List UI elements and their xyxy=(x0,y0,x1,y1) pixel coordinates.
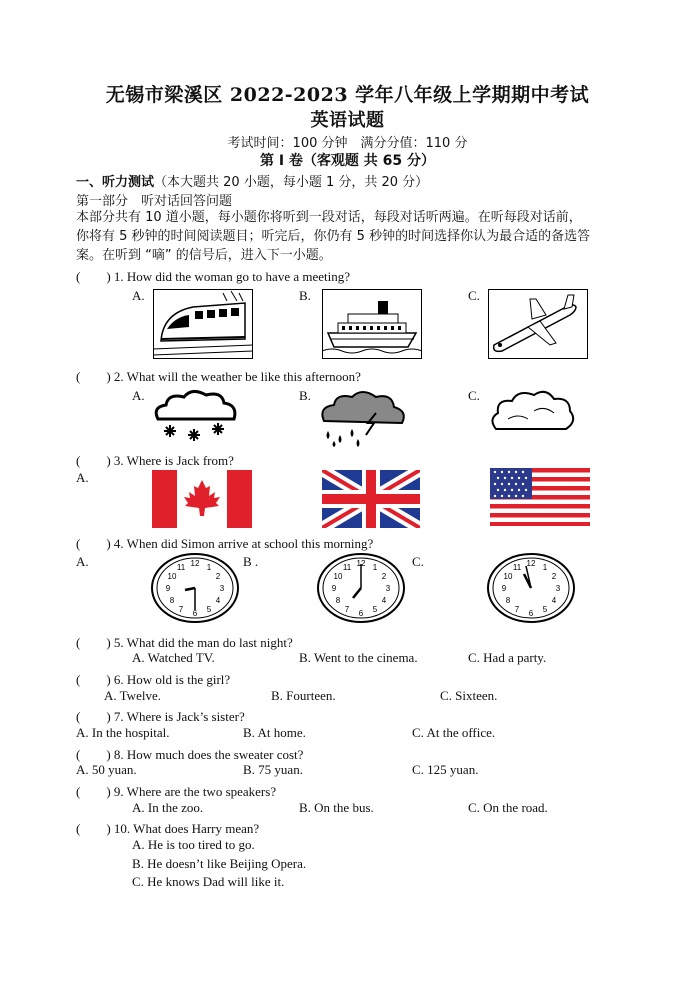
svg-text:4: 4 xyxy=(381,596,387,605)
svg-text:8: 8 xyxy=(335,596,341,605)
svg-text:7: 7 xyxy=(344,605,350,614)
section-heading xyxy=(76,171,428,190)
svg-text:2: 2 xyxy=(551,572,557,581)
question-8: ( ) 8. How much does the sweater cost? xyxy=(76,747,304,762)
section-heading-note: （本大题共 20 小题，每小题 1 分，共 20 分） xyxy=(154,175,429,190)
q6-option-b[interactable]: B. Fourteen. xyxy=(271,688,336,703)
svg-text:4: 4 xyxy=(215,596,221,605)
uk-flag-icon[interactable] xyxy=(322,470,420,528)
q7-option-a[interactable]: A. In the hospital. xyxy=(76,725,170,740)
q2-option-a-label[interactable]: A. xyxy=(132,388,145,403)
question-6: ( ) 6. How old is the girl? xyxy=(76,672,231,687)
svg-text:5: 5 xyxy=(372,605,378,614)
instructions-line-3: 案。在听到 “嘀” 的信号后，进入下一小题。 xyxy=(76,248,332,263)
part-title: 第一部分 听对话回答问题 xyxy=(76,194,233,209)
svg-text:8: 8 xyxy=(169,596,175,605)
q8-option-a[interactable]: A. 50 yuan. xyxy=(76,762,137,777)
q4-option-b-label[interactable]: B . xyxy=(243,554,259,569)
q9-option-c[interactable]: C. On the road. xyxy=(468,800,548,815)
q7-option-c[interactable]: C. At the office. xyxy=(412,725,496,740)
rain-cloud-icon[interactable] xyxy=(318,389,408,447)
svg-text:3: 3 xyxy=(385,584,391,593)
q9-option-a[interactable]: A. In the zoo. xyxy=(132,800,204,815)
q8-option-b[interactable]: B. 75 yuan. xyxy=(243,762,303,777)
q5-option-a[interactable]: A. Watched TV. xyxy=(132,650,215,665)
q1-option-b-label[interactable]: B. xyxy=(299,288,311,303)
q5-option-c[interactable]: C. Had a party. xyxy=(468,650,547,665)
svg-text:1: 1 xyxy=(542,563,548,572)
svg-text:7: 7 xyxy=(178,605,184,614)
svg-text:11: 11 xyxy=(176,563,186,572)
q10-option-b[interactable]: B. He doesn’t like Beijing Opera. xyxy=(132,856,307,871)
q8-option-c[interactable]: C. 125 yuan. xyxy=(412,762,479,777)
clock-icon[interactable] xyxy=(150,552,240,624)
q4-option-c-label[interactable]: C. xyxy=(412,554,424,569)
svg-text:5: 5 xyxy=(542,605,548,614)
snow-cloud-icon[interactable] xyxy=(152,389,240,447)
question-2: ( ) 2. What will the weather be like this afternoon? xyxy=(76,369,361,384)
q1-option-a-label[interactable]: A. xyxy=(132,288,145,303)
svg-text:7: 7 xyxy=(514,605,520,614)
q4-option-a-label[interactable]: A. xyxy=(76,554,89,569)
svg-text:6: 6 xyxy=(358,609,364,618)
svg-text:10: 10 xyxy=(333,572,343,581)
ship-icon[interactable] xyxy=(322,289,422,359)
svg-text:11: 11 xyxy=(512,563,522,572)
usa-flag-icon[interactable] xyxy=(490,468,590,526)
clock-icon[interactable] xyxy=(486,552,576,624)
canada-flag-icon[interactable] xyxy=(152,470,252,528)
question-3: ( ) 3. Where is Jack from? xyxy=(76,453,234,468)
q2-option-c-label[interactable]: C. xyxy=(468,388,480,403)
instructions-line-1: 本部分共有 10 道小题，每小题你将听到一段对话，每段对话听两遍。在听每段对话前， xyxy=(76,210,582,225)
svg-text:2: 2 xyxy=(381,572,387,581)
q9-option-b[interactable]: B. On the bus. xyxy=(299,800,374,815)
q10-option-a[interactable]: A. He is too tired to go. xyxy=(132,837,255,852)
airplane-icon[interactable] xyxy=(488,289,588,359)
question-7: ( ) 7. Where is Jack’s sister? xyxy=(76,709,245,724)
svg-text:12: 12 xyxy=(190,559,200,568)
q2-option-b-label[interactable]: B. xyxy=(299,388,311,403)
section-heading-title: 一、听力测试 xyxy=(76,175,155,190)
q3-option-a-label[interactable]: A. xyxy=(76,470,89,485)
svg-text:9: 9 xyxy=(165,584,171,593)
volume-title: 第 I 卷（客观题 共 65 分） xyxy=(259,153,436,169)
q6-option-c[interactable]: C. Sixteen. xyxy=(440,688,498,703)
clock-icon[interactable] xyxy=(316,552,406,624)
svg-text:9: 9 xyxy=(501,584,507,593)
question-1: ( ) 1. How did the woman go to have a meeting? xyxy=(76,269,351,284)
svg-text:5: 5 xyxy=(206,605,212,614)
instructions-line-2: 你将有 5 秒钟的时间阅读题目；听完后，你仍有 5 秒钟的时间选择你认为最合适的备选答 xyxy=(76,229,591,244)
q5-option-b[interactable]: B. Went to the cinema. xyxy=(299,650,418,665)
q6-option-a[interactable]: A. Twelve. xyxy=(104,688,161,703)
svg-text:3: 3 xyxy=(555,584,561,593)
svg-text:11: 11 xyxy=(342,563,352,572)
svg-text:1: 1 xyxy=(206,563,212,572)
svg-text:12: 12 xyxy=(526,559,536,568)
exam-info: 考试时间：100 分钟 满分分值：110 分 xyxy=(227,136,468,151)
svg-text:10: 10 xyxy=(167,572,177,581)
page-subtitle: 英语试题 xyxy=(310,110,385,131)
question-9: ( ) 9. Where are the two speakers? xyxy=(76,784,277,799)
svg-text:12: 12 xyxy=(356,559,366,568)
q7-option-b[interactable]: B. At home. xyxy=(243,725,306,740)
question-4: ( ) 4. When did Simon arrive at school this morning? xyxy=(76,536,374,551)
q10-option-c[interactable]: C. He knows Dad will like it. xyxy=(132,874,285,889)
svg-text:1: 1 xyxy=(372,563,378,572)
question-10: ( ) 10. What does Harry mean? xyxy=(76,821,260,836)
svg-text:8: 8 xyxy=(505,596,511,605)
svg-text:6: 6 xyxy=(192,609,198,618)
svg-text:2: 2 xyxy=(215,572,221,581)
svg-text:6: 6 xyxy=(528,609,534,618)
svg-text:10: 10 xyxy=(503,572,513,581)
svg-text:4: 4 xyxy=(551,596,557,605)
cloudy-icon[interactable] xyxy=(488,389,576,437)
page-title: 无锡市梁溪区 2022-2023 学年八年级上学期期中考试 xyxy=(105,84,590,106)
svg-text:3: 3 xyxy=(219,584,225,593)
svg-text:9: 9 xyxy=(331,584,337,593)
train-icon[interactable] xyxy=(153,289,253,359)
question-5: ( ) 5. What did the man do last night? xyxy=(76,635,293,650)
q1-option-c-label[interactable]: C. xyxy=(468,288,480,303)
